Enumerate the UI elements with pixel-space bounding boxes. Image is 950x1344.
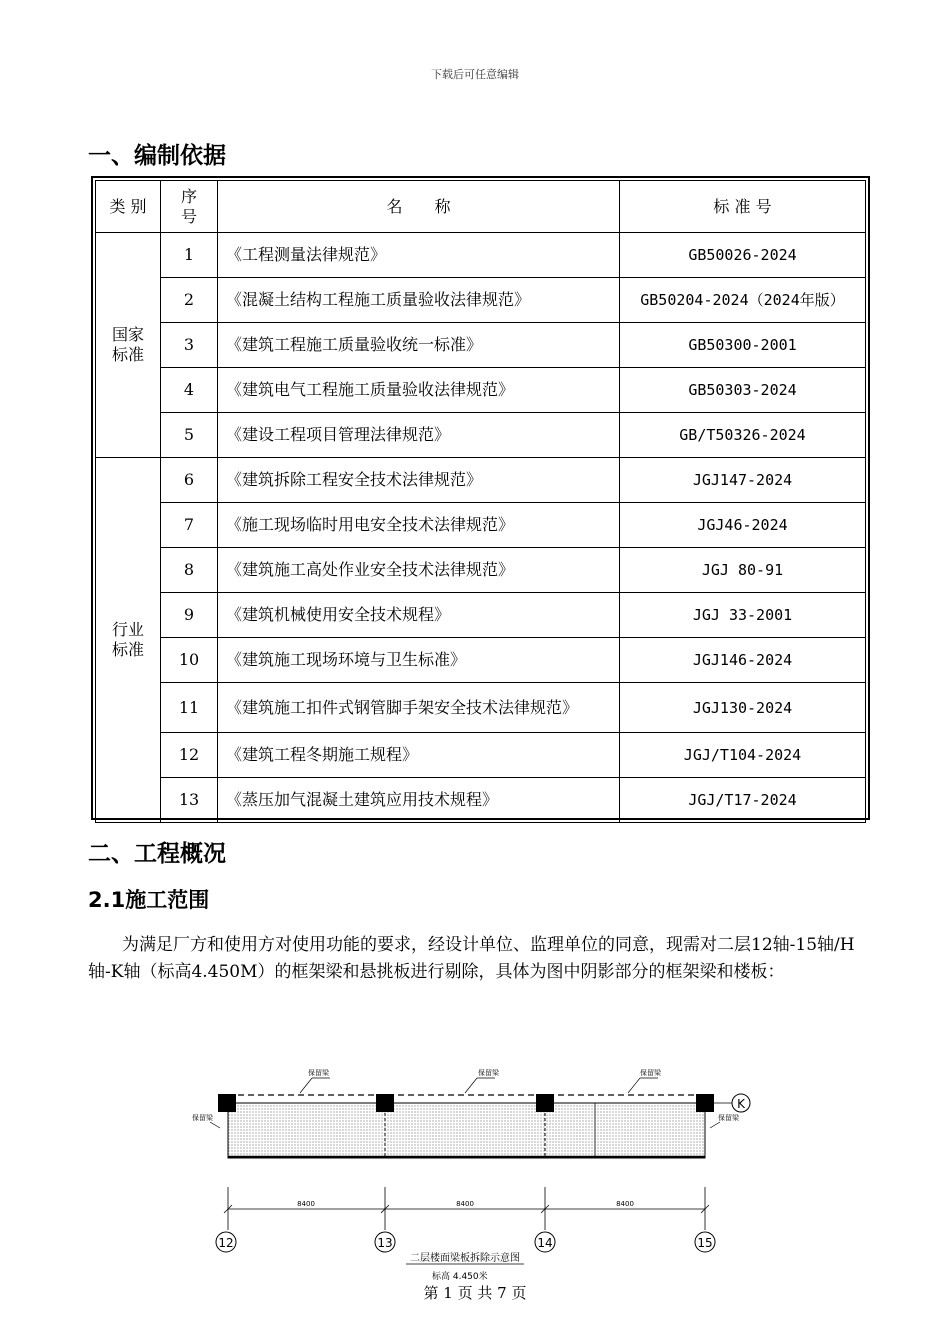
row-code: JGJ130-2024: [620, 683, 866, 733]
axis-12-label: 12: [218, 1236, 234, 1250]
axis-15-label: 15: [697, 1236, 713, 1250]
section-2-1-title: 2.1施工范围: [88, 888, 210, 912]
row-name: 《建设工程项目管理法律规范》: [218, 413, 620, 458]
span-label-2: 8400: [456, 1200, 474, 1208]
row-code: JGJ46-2024: [620, 503, 866, 548]
row-code: GB/T50326-2024: [620, 413, 866, 458]
figure-caption: 二层楼面梁板拆除示意图: [410, 1253, 520, 1264]
row-code: JGJ146-2024: [620, 638, 866, 683]
column-12: [218, 1094, 236, 1112]
row-name: 《建筑工程施工质量验收统一标准》: [218, 323, 620, 368]
header-index: 序 号: [161, 181, 218, 233]
row-index: 10: [161, 638, 218, 683]
table-row: [96, 323, 866, 368]
row-index: 8: [161, 548, 218, 593]
row-code: JGJ/T104-2024: [620, 733, 866, 778]
row-index: 2: [161, 278, 218, 323]
table-row: [96, 778, 866, 823]
row-index: 11: [161, 683, 218, 733]
group-label: 行业 标准: [96, 458, 161, 823]
row-code: JGJ 33-2001: [620, 593, 866, 638]
demolition-diagram: [180, 1060, 770, 1290]
row-name: 《建筑电气工程施工质量验收法律规范》: [218, 368, 620, 413]
axis-13-label: 13: [377, 1236, 393, 1250]
row-name: 《工程测量法律规范》: [218, 233, 620, 278]
row-index: 3: [161, 323, 218, 368]
table-header-row: [96, 181, 866, 233]
table-row: [96, 458, 866, 503]
keep-beam-label-2: 保留梁: [478, 1069, 499, 1077]
row-name: 《混凝土结构工程施工质量验收法律规范》: [218, 278, 620, 323]
row-name: 《施工现场临时用电安全技术法律规范》: [218, 503, 620, 548]
column-14: [536, 1094, 554, 1112]
keep-beam-label-3: 保留梁: [640, 1069, 661, 1077]
axis-k-label: K: [737, 1097, 745, 1111]
row-index: 1: [161, 233, 218, 278]
row-code: GB50303-2024: [620, 368, 866, 413]
row-name: 《建筑机械使用安全技术规程》: [218, 593, 620, 638]
table-row: [96, 733, 866, 778]
row-code: GB50300-2001: [620, 323, 866, 368]
span-label-3: 8400: [616, 1200, 634, 1208]
header-code: 标 准 号: [620, 181, 866, 233]
table-row: [96, 368, 866, 413]
group-label: 国家 标准: [96, 233, 161, 458]
header-category: 类 别: [96, 181, 161, 233]
row-code: JGJ/T17-2024: [620, 778, 866, 823]
column-13: [376, 1094, 394, 1112]
row-index: 7: [161, 503, 218, 548]
row-code: GB50204-2024（2024年版）: [620, 278, 866, 323]
table-row: [96, 548, 866, 593]
row-index: 12: [161, 733, 218, 778]
table-row: [96, 638, 866, 683]
table-row: [96, 413, 866, 458]
row-index: 9: [161, 593, 218, 638]
figure-elevation: 标高 4.450米: [432, 1272, 488, 1282]
header-name: 名 称: [218, 181, 620, 233]
row-name: 《建筑施工扣件式钢管脚手架安全技术法律规范》: [218, 683, 620, 733]
column-15: [696, 1094, 714, 1112]
table-row: [96, 278, 866, 323]
table-row: [96, 233, 866, 278]
row-code: GB50026-2024: [620, 233, 866, 278]
section-1-title: 一、编制依据: [88, 143, 226, 169]
demolish-slab-area: [228, 1103, 705, 1158]
row-code: JGJ147-2024: [620, 458, 866, 503]
row-index: 4: [161, 368, 218, 413]
scope-paragraph: 为满足厂方和使用方对使用功能的要求，经设计单位、监理单位的同意，现需对二层12轴-15轴/H轴-K轴（标高4.450M）的框架梁和悬挑板进行剔除，具体为图中阴影部分的框架梁和楼板：: [88, 935, 855, 982]
standards-table: [91, 176, 870, 820]
span-label-1: 8400: [297, 1200, 315, 1208]
header-note: 下载后可任意编辑: [431, 68, 519, 81]
row-index: 5: [161, 413, 218, 458]
keep-beam-label-right: 保留梁: [718, 1114, 739, 1122]
section-2-title: 二、工程概况: [88, 841, 226, 867]
row-name: 《建筑施工现场环境与卫生标准》: [218, 638, 620, 683]
page-footer: 第 1 页 共 7 页: [423, 1284, 527, 1302]
row-name: 《建筑拆除工程安全技术法律规范》: [218, 458, 620, 503]
keep-beam-label-left: 保留梁: [192, 1114, 213, 1122]
keep-beam-label-1: 保留梁: [308, 1069, 329, 1077]
row-name: 《蒸压加气混凝土建筑应用技术规程》: [218, 778, 620, 823]
row-index: 13: [161, 778, 218, 823]
row-index: 6: [161, 458, 218, 503]
row-code: JGJ 80-91: [620, 548, 866, 593]
table-row: [96, 503, 866, 548]
table-row: [96, 593, 866, 638]
axis-14-label: 14: [537, 1236, 553, 1250]
table-row: [96, 683, 866, 733]
row-name: 《建筑工程冬期施工规程》: [218, 733, 620, 778]
row-name: 《建筑施工高处作业安全技术法律规范》: [218, 548, 620, 593]
